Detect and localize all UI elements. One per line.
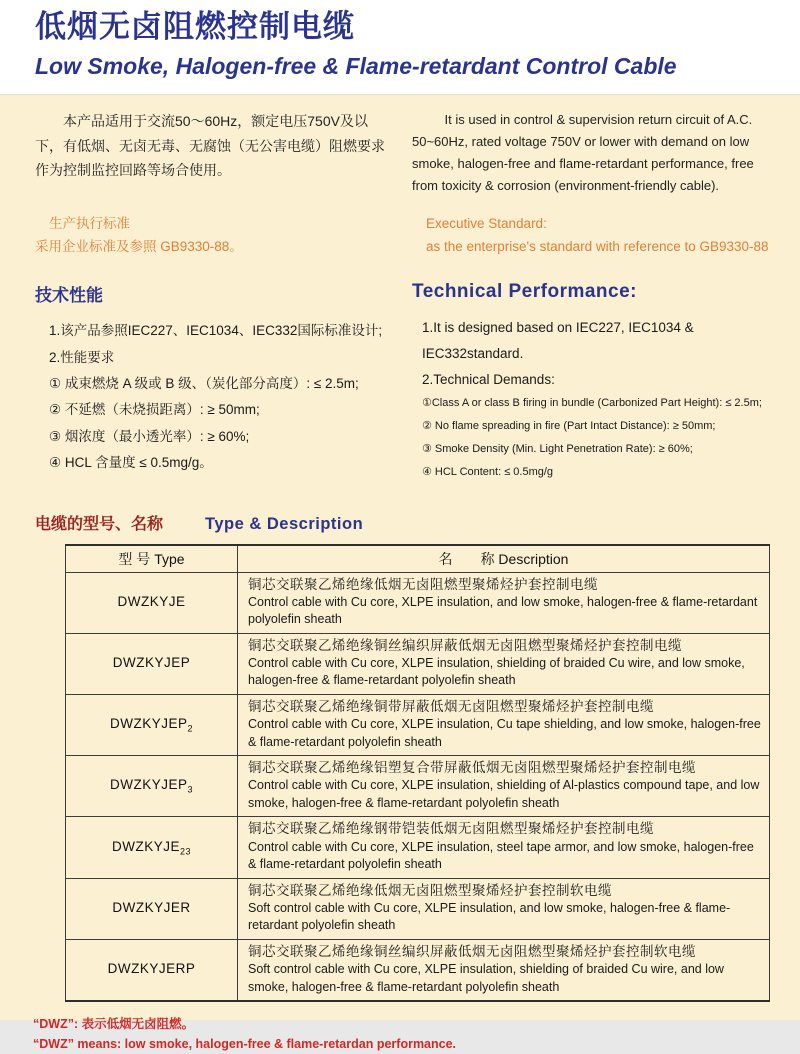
intro-section	[0, 109, 800, 197]
description-zh: 铜芯交联聚乙烯绝缘铜丝编织屏蔽低烟无卤阻燃型聚烯烃护套控制电缆	[248, 637, 682, 653]
table-row	[66, 817, 770, 878]
footnote-en: “DWZ” means: low smoke, halogen-free & flame-retardan performance.	[33, 1037, 457, 1052]
tech-item-en: 2.Technical Demands:	[422, 371, 555, 387]
description-zh: 铜芯交联聚乙烯绝缘铝塑复合带屏蔽低烟无卤阻燃型聚烯烃护套控制电缆	[248, 760, 696, 776]
tech-item-zh: ③ 烟浓度（最小透光率）: ≥ 60%;	[49, 428, 250, 444]
page-header	[0, 0, 800, 95]
description-zh: 铜芯交联聚乙烯绝缘低烟无卤阻燃型聚烯烃护套控制软电缆	[248, 882, 612, 898]
table-row	[66, 633, 770, 694]
tech-item-en: ③ Smoke Density (Min. Light Penetration Rate): ≥ 60%;	[422, 443, 693, 456]
type-heading-en: Type & Description	[205, 514, 364, 533]
standard-section	[0, 213, 800, 259]
tech-item-zh: 1.该产品参照IEC227、IEC1034、IEC332国际标准设计;	[49, 323, 383, 339]
type-cell: $DWZKYJEP_2$	[66, 694, 238, 755]
page-title-en: Low Smoke, Halogen-free & Flame-retardant Control Cable	[35, 52, 677, 79]
technical-list-en	[412, 315, 772, 484]
description-en: Soft control cable with Cu core, XLPE insulation, shielding of braided Cu wire, and low smoke, halogen-free & flame-retardant polyolefin sheath	[248, 962, 724, 994]
type-cell: DWZKYJER	[66, 878, 238, 939]
table-row	[66, 694, 770, 755]
type-heading-zh: 电缆的型号、名称	[35, 515, 164, 533]
description-cell	[238, 756, 770, 817]
type-cell: DWZKYJEP	[66, 633, 238, 694]
description-zh: 铜芯交联聚乙烯绝缘铜带屏蔽低烟无卤阻燃型聚烯烃护套控制电缆	[248, 698, 654, 714]
footnotes	[33, 1014, 800, 1054]
tech-item-en: ④ HCL Content: ≤ 0.5mg/g	[422, 466, 554, 479]
technical-heading-zh: 技术性能	[35, 286, 103, 306]
description-cell	[238, 939, 770, 1001]
type-cell: DWZKYJE	[66, 572, 238, 633]
column-header-description: 名 称 Description	[238, 545, 770, 573]
page-body	[0, 95, 800, 1052]
description-en: Control cable with Cu core, XLPE insulation, shielding of braided Cu wire, and low smoke, halogen-free & flame-retardant polyolefin sheath	[248, 655, 745, 688]
standard-en-title: Executive Standard:	[426, 216, 547, 232]
description-zh: 铜芯交联聚乙烯绝缘铜丝编织屏蔽低烟无卤阻燃型聚烯烃护套控制软电缆	[248, 943, 696, 959]
tech-item-zh: ④ HCL 含量度 ≤ 0.5mg/g。	[49, 454, 213, 470]
description-cell	[238, 694, 770, 755]
description-en: Control cable with Cu core, XLPE insulation, shielding of Al-plastics compound tape, and low smoke, halogen-free & flame-retardant polyolefin sheath	[248, 778, 760, 810]
tech-item-zh: ① 成束燃烧 A 级或 B 级、（炭化部分高度）: ≤ 2.5m;	[49, 375, 359, 391]
column-header-type: 型 号 Type	[66, 545, 238, 573]
table-row	[66, 939, 770, 1001]
description-cell	[238, 572, 770, 633]
tech-item-en: ② No flame spreading in fire (Part Intact Distance): ≥ 50mm;	[422, 420, 716, 433]
technical-list-zh	[35, 318, 390, 476]
description-zh: 铜芯交联聚乙烯绝缘钢带铠装低烟无卤阻燃型聚烯烃护套控制电缆	[248, 821, 654, 837]
description-cell	[238, 878, 770, 939]
description-en: Control cable with Cu core, XLPE insulation, and low smoke, halogen-free & flame-retardant polyolefin sheath	[248, 594, 758, 627]
tech-item-en: ①Class A or class B firing in bundle (Carbonized Part Height): ≤ 2.5m;	[422, 397, 762, 410]
description-zh: 铜芯交联聚乙烯绝缘低烟无卤阻燃型聚烯烃护套控制电缆	[248, 576, 598, 592]
type-description-table	[65, 544, 770, 1003]
technical-heading-en: Technical Performance:	[412, 281, 638, 303]
description-cell	[238, 817, 770, 878]
table-row	[66, 572, 770, 633]
technical-section	[0, 281, 800, 484]
description-cell	[238, 633, 770, 694]
table-row	[66, 878, 770, 939]
footnote-zh: “DWZ”: 表示低烟无卤阻燃。	[33, 1017, 195, 1032]
description-en: Control cable with Cu core, XLPE insulation, steel tape armor, and low smoke, halogen-free & flame-retardant polyolefin sheath	[248, 839, 754, 872]
tech-item-zh: ② 不延燃（未烧损距离）: ≥ 50mm;	[49, 402, 260, 418]
standard-zh-text: 采用企业标准及参照 GB9330-88。	[35, 239, 243, 255]
description-en: Soft control cable with Cu core, XLPE insulation, and low smoke, halogen-free & flame-retardant polyolefin sheath	[248, 900, 731, 933]
tech-item-zh: 2.性能要求	[49, 349, 115, 365]
type-section-heading	[35, 511, 800, 534]
standard-zh-title: 生产执行标准	[49, 216, 130, 232]
table-header-row	[66, 545, 770, 573]
tech-item-en: 1.It is designed based on IEC227, IEC1034 & IEC332standard.	[422, 320, 694, 361]
type-cell: $DWZKYJE_{23}$	[66, 817, 238, 878]
type-cell: DWZKYJERP	[66, 939, 238, 1001]
type-cell: $DWZKYJEP_3$	[66, 756, 238, 817]
description-en: Control cable with Cu core, XLPE insulation, Cu tape shielding, and low smoke, halogen-free & flame-retardant polyolefin sheath	[248, 717, 761, 749]
table-row	[66, 756, 770, 817]
page-title-zh: 低烟无卤阻燃控制电缆	[35, 9, 355, 44]
intro-paragraph-en: It is used in control & supervision return circuit of A.C. 50~60Hz, rated voltage 750V or lower with demand on low smoke, halogen-free and flame-retardant performance, free from toxicity & corrosion (environment-friendly cable).	[412, 112, 754, 194]
intro-paragraph-zh: 本产品适用于交流50～60Hz，额定电压750V及以下，有低烟、无卤无毒、无腐蚀（无公害电缆）阻燃要求作为控制监控回路等场合使用。	[35, 113, 385, 178]
standard-en-text: as the enterprise's standard with reference to GB9330-88	[426, 239, 769, 255]
